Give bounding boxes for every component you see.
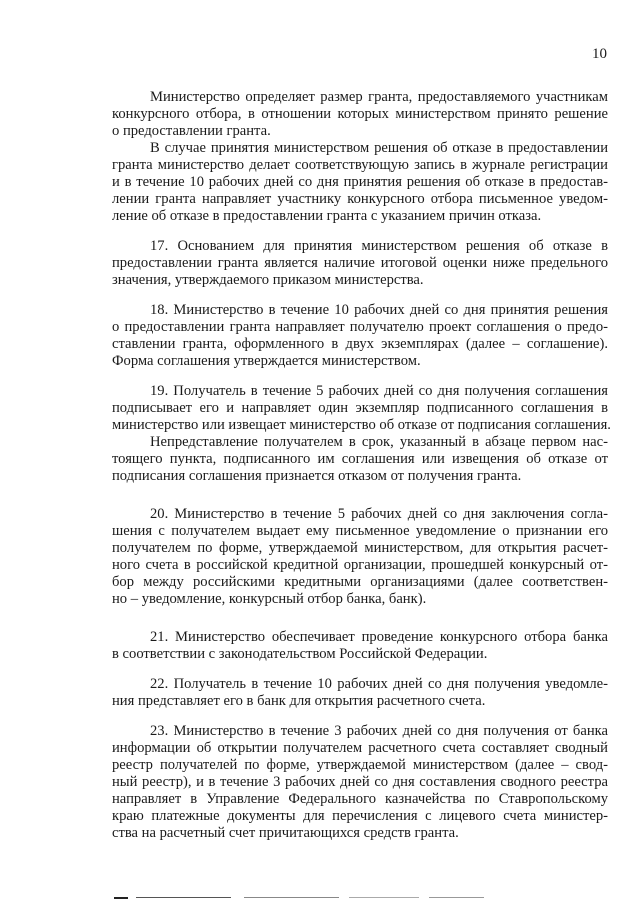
text-line: лении гранта направляет участнику конкурсного отбора письменное уведом- (112, 191, 608, 207)
text-line: тоящего пункта, подписанного им соглашения или извещения об отказе от (112, 451, 608, 467)
paragraph (112, 302, 608, 370)
text-line: подписывает его и направляет один экземпляр подписанного соглашения в (112, 400, 608, 416)
text-line: ного счета в российской кредитной организации, прошедшей конкурсный от- (112, 557, 608, 573)
text-line: подписания соглашения признается отказом от получения гранта. (112, 468, 522, 484)
text-line: Форма соглашения утверждается министерством. (112, 353, 421, 369)
text-line: в соответствии с законодательством Российской Федерации. (112, 646, 488, 662)
text-line: министерство или извещает министерство об отказе от подписания соглашения. (112, 417, 611, 433)
text-line: гранта министерство делает соответствующую запись в журнале регистрации (112, 157, 608, 173)
text-line: 17. Основанием для принятия министерством решения об отказе в (150, 238, 608, 254)
text-line: конкурсного отбора, в отношении которых министерством принято решение (112, 106, 608, 122)
text-line: ный реестр), и в течение 3 рабочих дней со дня составления сводного реестра (112, 774, 608, 790)
footer-rule-segment (136, 897, 231, 898)
paragraph (112, 676, 608, 710)
paragraph (112, 434, 608, 485)
paragraph (112, 506, 608, 608)
paragraph (112, 89, 608, 140)
paragraph (112, 140, 608, 225)
text-line: ление об отказе в предоставлении гранта с указанием причин отказа. (112, 208, 542, 224)
paragraph (112, 238, 608, 289)
text-line: о предоставлении гранта направляет получателю проект соглашения о предо- (112, 319, 608, 335)
text-line: предоставлении гранта является наличие итоговой оценки ниже предельного (112, 255, 608, 271)
text-line: 21. Министерство обеспечивает проведение конкурсного отбора банка (150, 629, 608, 645)
text-line: значения, утверждаемого приказом министерства. (112, 272, 424, 288)
text-line: бор между российскими кредитными организациями (далее соответствен- (112, 574, 608, 590)
text-line: 23. Министерство в течение 3 рабочих дней со дня получения от банка (150, 723, 608, 739)
text-line: 19. Получатель в течение 5 рабочих дней со дня получения соглашения (150, 383, 608, 399)
text-line: 18. Министерство в течение 10 рабочих дней со дня принятия решения (150, 302, 608, 318)
text-line: ставлении гранта, оформленного в двух экземплярах (далее – соглашение). (112, 336, 608, 352)
text-line: В случае принятия министерством решения об отказе в предоставлении (150, 140, 608, 156)
text-line: шения с получателем выдает ему письменное уведомление о признании его (112, 523, 608, 539)
paragraph (112, 629, 608, 663)
document-body (112, 89, 611, 842)
footer-rule-segment (244, 897, 339, 898)
text-line: реестр получателей по форме, утверждаемой министерством (далее – свод- (112, 757, 608, 773)
text-line: получателем по форме, утверждаемой министерством, для открытия расчет- (112, 540, 608, 556)
paragraph (112, 723, 608, 842)
footer-rule-divider (114, 897, 494, 899)
text-line: 20. Министерство в течение 5 рабочих дней со дня заключения согла- (150, 506, 608, 522)
text-line: и в течение 10 рабочих дней со дня принятия решения об отказе в предостав- (112, 174, 608, 190)
footer-rule-segment (429, 897, 484, 898)
text-line: краю платежные документы для перечисления с лицевого счета министер- (112, 808, 608, 824)
footer-rule-segment (114, 897, 128, 899)
text-line: но – уведомление, конкурсный отбор банка, банк). (112, 591, 427, 607)
text-line: Министерство определяет размер гранта, предоставляемого участникам (150, 89, 608, 105)
text-line: ния представляет его в банк для открытия расчетного счета. (112, 693, 486, 709)
text-line: ства на расчетный счет причитающихся средств гранта. (112, 825, 459, 841)
text-line: о предоставлении гранта. (112, 123, 271, 139)
text-line: направляет в Управление Федерального казначейства по Ставропольскому (112, 791, 608, 807)
footer-rule-segment (349, 897, 419, 898)
page-number: 10 (592, 46, 607, 62)
text-line: Непредставление получателем в срок, указанный в абзаце первом нас- (150, 434, 608, 450)
text-line: информации об открытии получателем расчетного счета составляет сводный (112, 740, 608, 756)
paragraph (112, 383, 611, 434)
text-line: 22. Получатель в течение 10 рабочих дней со дня получения уведомле- (150, 676, 608, 692)
